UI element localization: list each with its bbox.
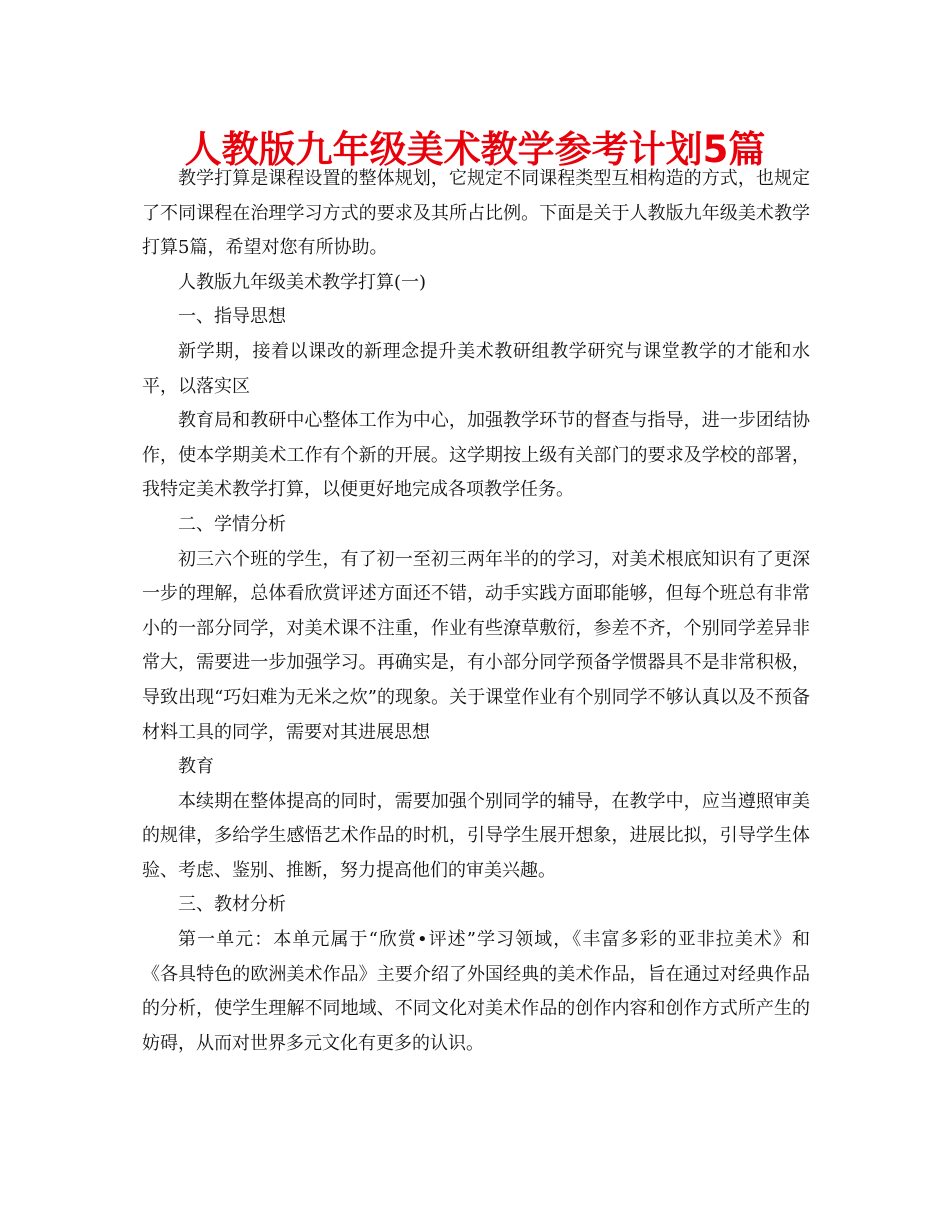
section-heading-textbook-analysis: 三、教材分析	[178, 894, 286, 916]
paragraph-guiding-thought-1: 新学期，接着以课改的新理念提升美术教研组教学研究与课堂教学的才能和水平，以落实区	[142, 340, 810, 397]
paragraph-student-analysis: 初三六个班的学生，有了初一至初三两年半的的学习，对美术根底知识有了更深一步的理解，总体看欣赏评述方面还不错，动手实践方面耶能够，但每个班总有非常小的一部分同学，对美术课不注重，作业有些潦草敷衍，参差不齐，个别同学差异非常大，需要进一步加强学习。再确实是，有小部分同学预备学惯器具不是非常积极，导致出现“巧妇难为无米之炊”的现象。关于课堂作业有个别同学不够认真以及不预备材料工具的同学，需要对其进展思想	[142, 548, 810, 743]
section-heading-guiding-thought: 一、指导思想	[178, 306, 286, 328]
paragraph-education: 教育	[178, 756, 214, 778]
document-title: 人教版九年级美术教学参考计划5篇	[184, 128, 766, 171]
section-heading-student-analysis: 二、学情分析	[178, 513, 286, 535]
paragraph-improvement: 本续期在整体提高的同时，需要加强个别同学的辅导，在教学中，应当遵照审美的规律，多给学生感悟艺术作品的时机，引导学生展开想象，进展比拟，引导学生体验、考虑、鉴别、推断，努力提高他们的审美兴趣。	[142, 790, 810, 881]
document-body	[142, 162, 810, 1061]
paragraph-intro: 教学打算是课程设置的整体规划，它规定不同课程类型互相构造的方式，也规定了不同课程在治理学习方式的要求及其所占比例。下面是关于人教版九年级美术教学打算5篇，希望对您有所协助。	[142, 168, 810, 259]
paragraph-plan-heading: 人教版九年级美术教学打算(一)	[178, 271, 427, 293]
paragraph-unit-one: 第一单元：本单元属于“欣赏•评述”学习领域，《丰富多彩的亚非拉美术》和《各具特色的欧洲美术作品》主要介绍了外国经典的美术作品，旨在通过对经典作品的分析，使学生理解不同地域、不同文化对美术作品的创作内容和创作方式所产生的妨碍，从而对世界多元文化有更多的认识。	[142, 929, 810, 1054]
paragraph-guiding-thought-2: 教育局和教研中心整体工作为中心，加强教学环节的督查与指导，进一步团结协作，使本学期美术工作有个新的开展。这学期按上级有关部门的要求及学校的部署，我特定美术教学打算，以便更好地完成各项教学任务。	[142, 410, 810, 501]
